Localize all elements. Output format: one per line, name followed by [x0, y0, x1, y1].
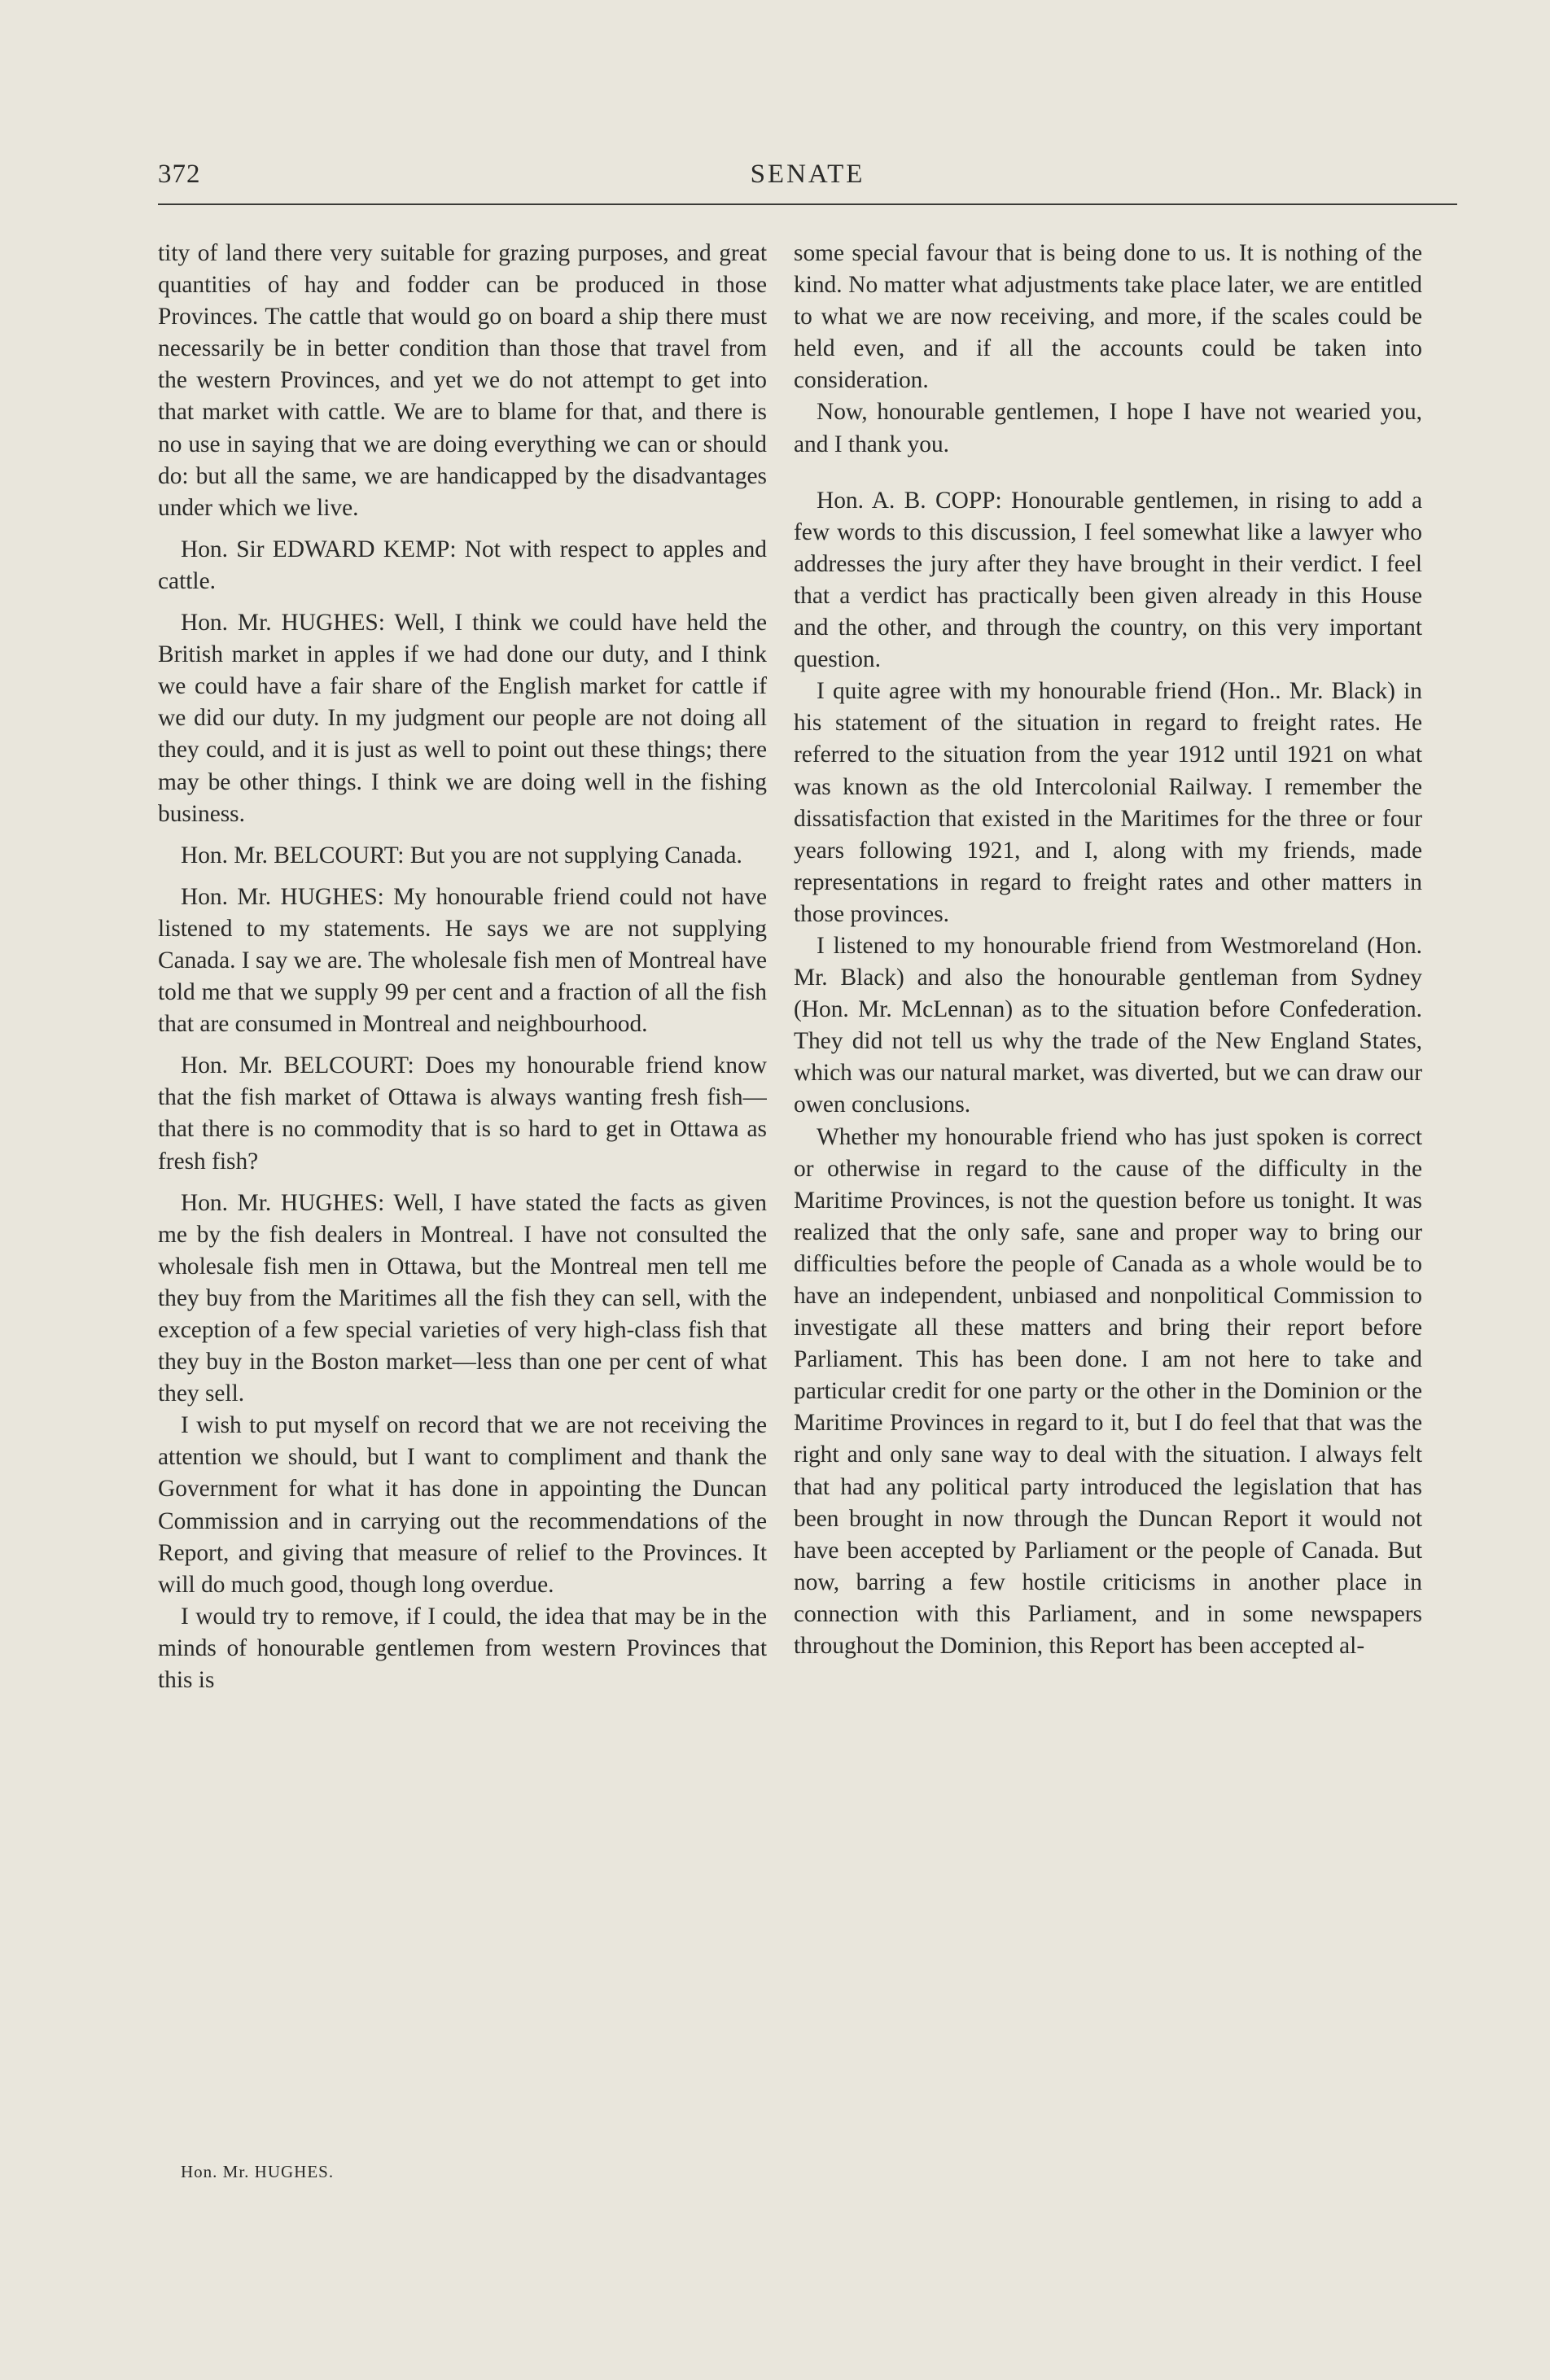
paragraph: I wish to put myself on record that we are not receiving the attention we should, but I want to compliment and thank the Government for what it has done in appointing the Duncan Commission and in carrying out the recommendations of the Report, and giving that measure of relief to the Provinces. It will do much good, though long overdue.	[158, 1412, 767, 1598]
paragraph: some special favour that is being done to us. It is nothing of the kind. No matter what adjustments take place later, we are entitled to what we are now receiving, and more, if the scales could be held even, and if all the accounts could be taken into consideration.	[794, 240, 1422, 394]
footer-speaker-name: Hon. Mr. HUGHES.	[181, 2162, 335, 2181]
speech-kemp: Hon. Sir EDWARD KEMP: Not with respect to apples and cattle.	[158, 536, 767, 594]
speech-hughes: Hon. Mr. HUGHES: My honourable friend could not have listened to my statements. He says we are not supplying Canada. I say we are. The wholesale fish men of Montreal have told me that we supply 99 per cent and a fraction of all the fish that are consumed in Montreal and neighbourhood.	[158, 883, 767, 1038]
paragraph: tity of land there very suitable for grazing purposes, and great quantities of hay and fodder can be produced in those Provinces. The cattle that would go on board a ship there must necessarily be in better condition than those that travel from the western Provinces, and yet we do not attempt to get into that market with cattle. We are to blame for that, and there is no use in saying that we are doing everything we can or should do: but all the same, we are handicapped by the disadvantages under which we live.	[158, 240, 767, 521]
speech-belcourt: Hon. Mr. BELCOURT: But you are not supplying Canada.	[181, 842, 742, 868]
running-head: SENATE	[750, 160, 865, 189]
page-header	[158, 160, 1457, 205]
speech-hughes: Hon. Mr. HUGHES: Well, I think we could have held the British market in apples if we had done our duty, and I think we could have a fair share of the English market for cattle if we did our duty. In my judgment our people are not doing all they could, and it is just as well to point out these things; there may be other things. I think we are doing well in the fishing business.	[158, 610, 767, 827]
speech-belcourt: Hon. Mr. BELCOURT: Does my honourable friend know that the fish market of Ottawa is always wanting fresh fish—that there is no commodity that is so hard to get in Ottawa as fresh fish?	[158, 1052, 767, 1175]
paragraph: Whether my honourable friend who has just spoken is correct or otherwise in regard to the cause of the difficulty in the Maritime Provinces, is not the question before us tonight. It was realized that the only safe, sane and proper way to bring our difficulties before the people of Canada as a whole would be to have an independent, unbiased and nonpolitical Commission to investigate all these matters and bring their report before Parliament. This has been done. I am not here to take and particular credit for one party or the other in the Dominion or the Maritime Provinces in regard to it, but I do feel that that was the right and only sane way to deal with the situation. I always felt that had any political party introduced the legislation that has been brought in now through the Duncan Report it would not have been accepted by Parliament or the people of Canada. But now, barring a few hostile criticisms in another place in connection with this Parliament, and in some newspapers throughout the Dominion, this Report has been accepted al-	[794, 1123, 1422, 1660]
paragraph: I listened to my honourable friend from Westmoreland (Hon. Mr. Black) and also the honourable gentleman from Sydney (Hon. Mr. McLennan) as to the situation before Confederation. They did not tell us why the trade of the New England States, which was our natural market, was diverted, but we can draw our owen conclusions.	[794, 932, 1422, 1118]
paragraph: Now, honourable gentlemen, I hope I have not wearied you, and I thank you.	[794, 399, 1422, 457]
paragraph: I would try to remove, if I could, the idea that may be in the minds of honourable gentlemen from western Provinces that this is	[158, 1603, 767, 1694]
right-column	[794, 238, 1422, 2134]
speech-copp: Hon. A. B. COPP: Honourable gentlemen, in rising to add a few words to this discussion, I feel somewhat like a lawyer who addresses the jury after they have brought in their verdict. I feel that a verdict has practically been given already in this House and the other, and through the country, on this very important question.	[794, 487, 1422, 673]
page-number: 372	[158, 160, 201, 189]
left-column	[158, 238, 767, 2134]
paragraph: I quite agree with my honourable friend (Hon.. Mr. Black) in his statement of the situation in regard to freight rates. He referred to the situation from the year 1912 until 1921 on what was known as the old Intercolonial Railway. I remember the dissatisfaction that existed in the Maritimes for the three or four years following 1921, and I, along with my friends, made representations in regard to freight rates and other matters in those provinces.	[794, 678, 1422, 927]
speech-hughes: Hon. Mr. HUGHES: Well, I have stated the facts as given me by the fish dealers in Montreal. I have not consulted the wholesale fish men in Ottawa, but the Montreal men tell me they buy from the Maritimes all the fish they can sell, with the exception of a few special varieties of very high-class fish that they buy in the Boston market—less than one per cent of what they sell.	[158, 1189, 767, 1407]
